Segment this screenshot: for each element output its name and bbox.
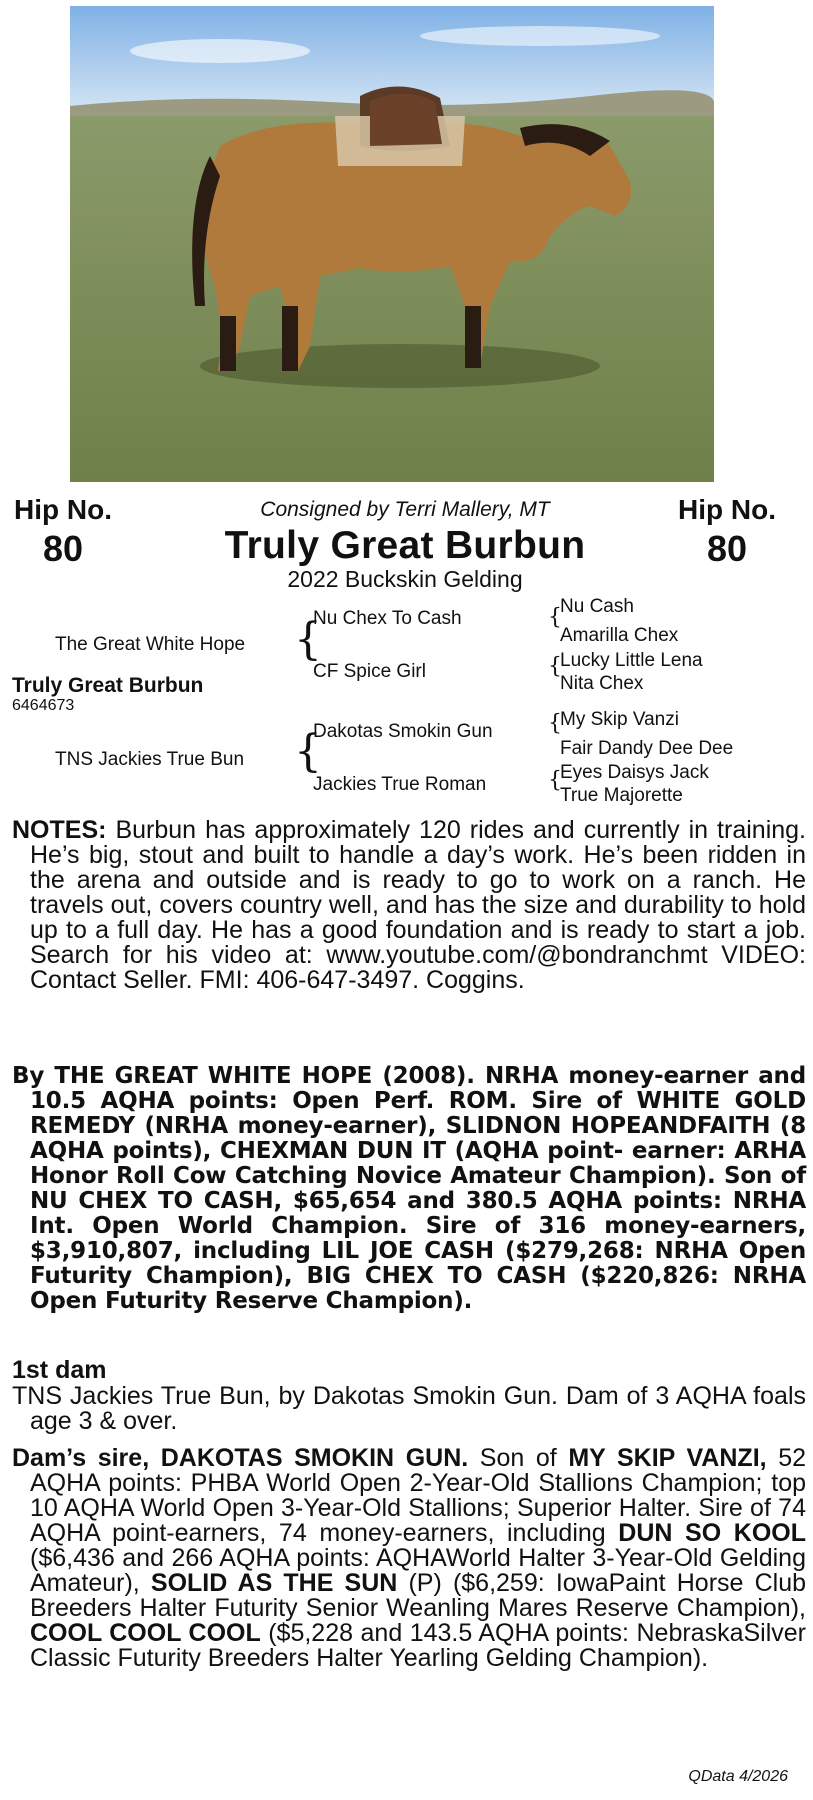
notes-paragraph <box>12 818 806 993</box>
pedigree-g3: My Skip Vanzi <box>560 709 679 730</box>
dams-sire-text: Son of <box>468 1444 569 1472</box>
pedigree-sire: The Great White Hope <box>55 634 246 655</box>
pedigree-dam-sire: Dakotas Smokin Gun <box>313 721 493 742</box>
pedigree-dam: TNS Jackies True Bun <box>55 749 245 770</box>
horse-name: Truly Great Burbun <box>224 524 586 567</box>
pedigree-subject: Truly Great Burbun <box>12 674 204 697</box>
pedigree-sire-dam: CF Spice Girl <box>313 661 426 682</box>
brace-icon: { <box>548 654 562 679</box>
offspring-name: COOL COOL COOL <box>30 1619 261 1647</box>
dams-sire-heading: Dam’s sire, DAKOTAS SMOKIN GUN. <box>12 1444 469 1472</box>
pedigree-g3: True Majorette <box>560 785 683 806</box>
hip-number-left <box>0 496 126 567</box>
pedigree-dam-dam: Jackies True Roman <box>313 774 487 795</box>
notes-label: NOTES: <box>12 816 107 844</box>
horse-description: 2022 Buckskin Gelding <box>287 566 523 592</box>
first-dam-text: TNS Jackies True Bun, by Dakotas Smokin Gun. Dam of 3 AQHA foals age 3 & over. <box>12 1382 806 1435</box>
pedigree-g3: Nita Chex <box>560 673 644 694</box>
offspring-name: SOLID AS THE SUN <box>150 1569 398 1597</box>
hip-number-right <box>662 496 792 567</box>
brace-icon: { <box>294 726 322 777</box>
hip-label: Hip No. <box>678 494 776 525</box>
brace-icon: { <box>548 711 562 736</box>
hip-label: Hip No. <box>14 494 112 525</box>
dams-sire-text: 52 AQHA points: PHBA World Open 2-Year-Old Stallions Champion; top 10 AQHA World Open 3-Year-Old Stallions; Superior Halter. Sire of 74 AQHA point-earners, 74 money-earners, including <box>30 1444 807 1547</box>
qdata-footer: QData 4/2026 <box>688 1768 788 1785</box>
consignor: Consigned by Terri Mallery, MT <box>260 498 550 521</box>
brace-icon: { <box>548 768 562 793</box>
pedigree-g3: Amarilla Chex <box>560 625 679 646</box>
horse-photo <box>70 6 714 482</box>
dams-sire-paragraph <box>12 1446 806 1671</box>
hip-number: 80 <box>706 528 748 569</box>
registration-number: 6464673 <box>12 697 75 714</box>
dams-sire-text: ($5,228 and 143.5 AQHA points: NebraskaSilver Classic Futurity Breeders Halter Yearling Gelding Champion). <box>30 1619 806 1672</box>
sire-paragraph: By THE GREAT WHITE HOPE (2008). NRHA money-earner and 10.5 AQHA points: Open Perf. ROM. Sire of WHITE GOLD REMEDY (NRHA money-earner), SLIDNON HOPEANDFAITH (8 AQHA points), CHEXMAN DUN IT (AQHA point- earner: ARHA Honor Roll Cow Catching Novice Amateur Champion). Son of NU CHEX TO CASH, $65,654 and 380.5 AQHA points: NRHA Int. Open World Champion. Sire of 316 money-earners, $3,910,807, including LIL JOE CASH ($279,268: NRHA Open Futurity Champion), BIG CHEX TO CASH ($220,826: NRHA Open Futurity Reserve Champion). <box>12 1063 806 1314</box>
dams-sire-text: (P) ($6,259: IowaPaint Horse Club Breeders Halter Futurity Senior Weanling Mares Reserve Champion), <box>30 1569 807 1622</box>
pedigree-sire-sire: Nu Chex To Cash <box>313 608 462 629</box>
notes-text: Burbun has approximately 120 rides and currently in training. He’s big, stout and built to handle a day’s work. He’s been ridden in the arena and outside and is ready to go to work on a ranch. He travels out, covers country well, and has the size and durability to hold up to a full day. He has a good foundation and is ready to start a job. Search for his video at: www.youtube.com/@bondranchmt VIDEO: Contact Seller. FMI: 406-647-3497. Coggins. <box>30 816 806 994</box>
pedigree-g3: Eyes Daisys Jack <box>560 762 709 783</box>
dams-sire-text: ($6,436 and 266 AQHA points: AQHAWorld Halter 3-Year-Old Gelding Amateur), <box>30 1544 806 1597</box>
pedigree-g3: Lucky Little Lena <box>560 650 703 671</box>
brace-icon: { <box>294 614 322 665</box>
first-dam-heading: 1st dam <box>12 1356 107 1384</box>
offspring-name: DUN SO KOOL <box>618 1519 806 1547</box>
brace-icon: { <box>548 605 562 630</box>
pedigree-g3: Nu Cash <box>560 596 634 617</box>
pedigree-g3: Fair Dandy Dee Dee <box>560 738 734 759</box>
hip-number: 80 <box>42 528 84 569</box>
dams-sire-sire-name: MY SKIP VANZI, <box>568 1444 767 1472</box>
